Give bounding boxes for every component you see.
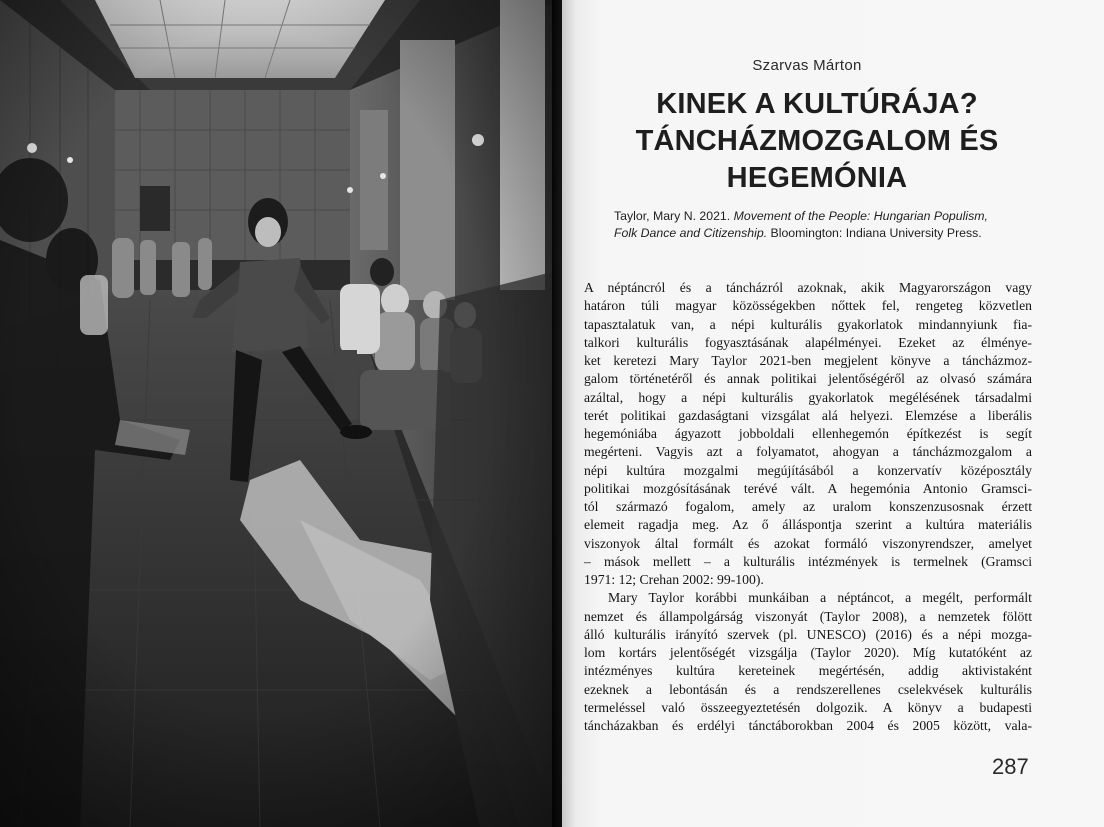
reference-book-title: Movement of the People: Hungarian Populism, <box>733 209 988 223</box>
reference-publisher: Bloomington: Indiana University Press. <box>767 226 982 240</box>
body-line: Mary Taylor korábbi munkáiban a néptáncot, a megélt, performált <box>608 590 1032 606</box>
title-line: TÁNCHÁZMOZGALOM ÉS <box>635 125 999 157</box>
body-line: termeléssel való összeegyeztetésén dolgozik. A könyv a budapesti <box>584 699 1032 715</box>
body-line: viszonyok által formált és azokat formáló viszonyrendszer, amelyet <box>584 535 1032 551</box>
body-line: talkori kulturális fogyasztásának alapélményei. Ezeket az élménye- <box>584 334 1032 350</box>
body-line: hegemóniába ágyazott jobboldali ellenhegemón építkezést is segít <box>584 426 1032 441</box>
article-body <box>584 279 1032 735</box>
body-line: 1971: 12; Crehan 2002: 99-100). <box>584 572 764 587</box>
title-line: HEGEMÓNIA <box>726 162 908 194</box>
title-line: KINEK A KULTÚRÁJA? <box>656 88 978 120</box>
body-line: megérteni. Vagyis azt a folyamatot, ahogyan a táncházmozgalom a <box>584 444 1032 460</box>
body-line: politikai mozgósításának terévé vált. A hegemónia Antonio Gramsci- <box>584 480 1032 496</box>
body-line: galom történetéről és annak politikai jelentőségéről az olvasó számára <box>584 371 1032 387</box>
body-line: álló kulturális irányító szervek (pl. UNESCO) (2016) és a népi mozga- <box>584 626 1032 642</box>
body-line: – mások mellett – a kulturális intézmények is termelnek (Gramsci <box>584 553 1032 569</box>
page-number: 287 <box>992 754 1029 779</box>
body-line: ezeknek a lebontásán és a rendszerellenes cselekvések kulturális <box>584 681 1032 697</box>
body-line: népi kultúra mozgalmi megújításából a konzervatív középosztály <box>584 462 1032 478</box>
body-line: nemzet és állampolgárság viszonyát (Taylor 2008), a nemzetek fölött <box>584 608 1032 624</box>
body-line: határon túli magyar közösségekben nőttek fel, rengeteg közvetlen <box>584 298 1032 314</box>
author-name: Szarvas Márton <box>752 57 862 74</box>
reference-prefix: Taylor, Mary N. 2021. <box>614 209 734 223</box>
body-line: tól származó fogalom, amely az uralom konszenzusosnak érzett <box>584 499 1032 514</box>
body-line: lom kortárs jelentőségét vizsgálja (Taylor 2020). Míg kutatóként az <box>584 645 1032 660</box>
body-line: intézményes kultúra kereteinek megértésén, addig aktivistaként <box>584 663 1032 679</box>
body-line: tapasztalatuk van, a népi kulturális gyakorlatok mindannyiunk fia- <box>584 316 1032 332</box>
body-line: A néptáncról és a táncházról azoknak, akik Magyarországon vagy <box>584 280 1032 295</box>
body-line: elemeit ragadja meg. Az ő álláspontja szerint a kultúra materiális <box>584 517 1032 533</box>
book-reference <box>614 208 1034 242</box>
body-line: terét politikai gazdaságtani vizsgálat alá helyezi. Elemzése a liberális <box>584 407 1032 423</box>
article-title <box>572 86 1062 197</box>
body-line: táncházakban és erdélyi tánctáborokban 2004 és 2005 között, vala- <box>584 718 1032 733</box>
reference-book-title: Folk Dance and Citizenship. <box>614 226 768 240</box>
article-page <box>562 0 1104 827</box>
body-line: azáltal, hogy a népi kulturális gyakorlatok megélésének társadalmi <box>584 389 1032 405</box>
body-line: ket keretezi Mary Taylor 2021-ben megjelent könyve a táncházmoz- <box>584 353 1032 368</box>
